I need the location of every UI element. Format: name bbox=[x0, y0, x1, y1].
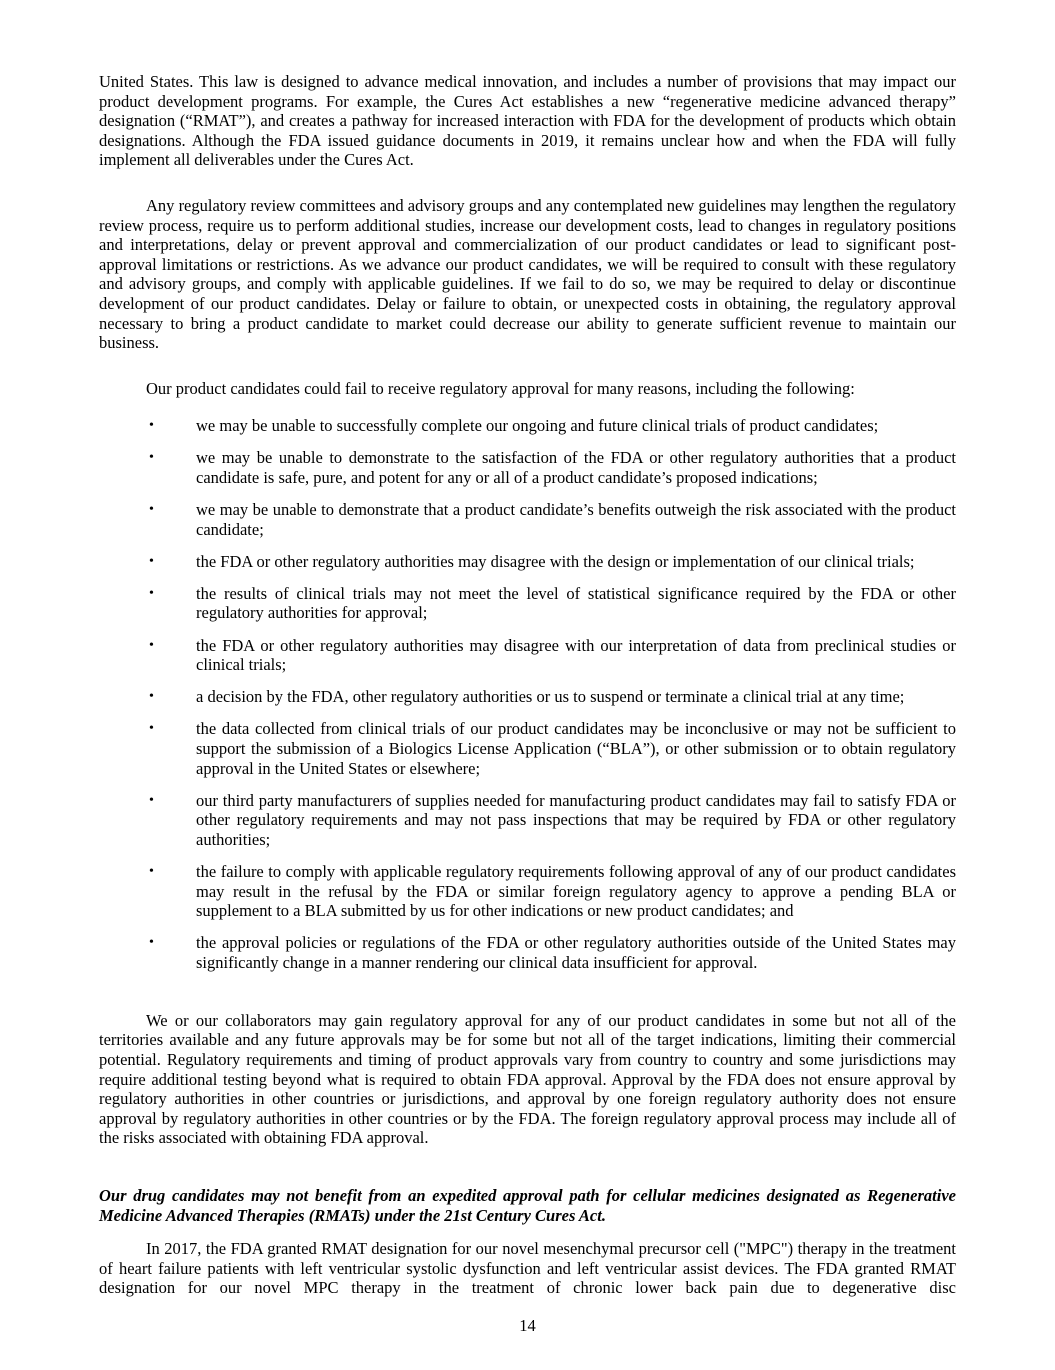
paragraph-regulatory-review: Any regulatory review committees and advisory groups and any contemplated new guidelines may lengthen the regulatory review process, require us to perform additional studies, increase our development costs, lead to changes in regulatory positions and interpretations, delay or prevent approval and commercialization of our product candidates or lead to significant post-approval limitations or restrictions. As we advance our product candidates, we will be required to consult with these regulatory and advisory groups, and comply with applicable guidelines. If we fail to do so, we may be required to delay or discontinue development of our product candidates. Delay or failure to obtain, or unexpected costs in obtaining, the regulatory approval necessary to bring a product candidate to market could decrease our ability to generate sufficient revenue to maintain our business. bbox=[99, 195, 956, 353]
bullet-icon: • bbox=[149, 689, 154, 705]
list-item-text: we may be unable to successfully complete our ongoing and future clinical trials of product candidates; bbox=[196, 416, 879, 436]
list-item bbox=[99, 791, 956, 850]
bullet-icon: • bbox=[149, 585, 154, 601]
list-item bbox=[99, 687, 956, 707]
list-item-text: the FDA or other regulatory authorities may disagree with the design or implementation of our clinical trials; bbox=[196, 551, 915, 571]
list-item bbox=[99, 862, 956, 921]
list-item-text: the results of clinical trials may not meet the level of statistical significance required by the FDA or other regulatory authorities for approval; bbox=[196, 583, 956, 623]
paragraph-collaborators-approval: We or our collaborators may gain regulatory approval for any of our product candidates in some but not all of the territories available and any future approvals may be for some but not all of the target indications, limiting their commercial potential. Regulatory requirements and timing of product approvals vary from country to country and some jurisdictions may require additional testing beyond what is required to obtain FDA approval. Approval by the FDA does not ensure approval by regulatory authorities in other countries or jurisdictions, and approval by one foreign regulatory authority does not ensure approval by regulatory authorities in other countries or by the FDA. The foreign regulatory approval process may include all of the risks associated with obtaining FDA approval. bbox=[99, 1010, 956, 1148]
list-item-text: we may be unable to demonstrate to the satisfaction of the FDA or other regulatory authorities that a product candidate is safe, pure, and potent for any or all of a product candidate’s proposed indications; bbox=[196, 448, 956, 487]
bullet-icon: • bbox=[149, 863, 154, 879]
list-item bbox=[99, 552, 956, 572]
paragraph-bullet-lead-in: Our product candidates could fail to receive regulatory approval for many reasons, including the following: bbox=[146, 378, 855, 398]
list-item bbox=[99, 584, 956, 623]
bullet-icon: • bbox=[149, 792, 154, 808]
paragraph-cures-act-intro: United States. This law is designed to advance medical innovation, and includes a number of provisions that may impact our product development programs. For example, the Cures Act establishes a new “regenerative medicine advanced therapy” designation (“RMAT”), and creates a pathway for increased interaction with FDA for the development of products which obtain designations. Although the FDA issued guidance documents in 2019, it remains unclear how and when the FDA will fully implement all deliverables under the Cures Act. bbox=[99, 72, 956, 170]
paragraph-rmat-designation: In 2017, the FDA granted RMAT designation for our novel mesenchymal precursor cell ("MPC") therapy in the treatment of heart failure patients with left ventricular systolic dysfunction and left ventricular assist devices. The FDA granted RMAT designation for our novel MPC therapy in the treatment of chronic lower back pain due to degenerative disc bbox=[99, 1239, 956, 1298]
list-item bbox=[99, 500, 956, 539]
bullet-icon: • bbox=[149, 553, 154, 569]
bullet-icon: • bbox=[149, 721, 154, 737]
list-item-text: the failure to comply with applicable regulatory requirements following approval of any of our product candidates may result in the refusal by the FDA or similar foreign regulatory agency to approve a pending BLA or supplement to a BLA submitted by us for other indications or new product candidates; and bbox=[196, 861, 956, 921]
bullet-icon: • bbox=[149, 418, 154, 434]
bullet-icon: • bbox=[149, 502, 154, 518]
page-footer bbox=[99, 1298, 956, 1336]
list-item bbox=[99, 933, 956, 972]
list-item-text: a decision by the FDA, other regulatory authorities or us to suspend or terminate a clinical trial at any time; bbox=[196, 687, 905, 707]
risk-factor-heading-rmat: Our drug candidates may not benefit from an expedited approval path for cellular medicines designated as Regenerative Medicine Advanced Therapies (RMATs) under the 21st Century Cures Act. bbox=[99, 1186, 956, 1225]
bullet-icon: • bbox=[149, 450, 154, 466]
bullet-icon: • bbox=[149, 935, 154, 951]
list-item bbox=[99, 448, 956, 487]
list-item bbox=[99, 416, 956, 436]
list-item-text: the FDA or other regulatory authorities may disagree with our interpretation of data from preclinical studies or clinical trials; bbox=[196, 635, 956, 675]
list-item-text: our third party manufacturers of supplies needed for manufacturing product candidates may fail to satisfy FDA or other regulatory requirements and may not pass inspections that may be required by FDA or other regulatory authorities; bbox=[196, 790, 956, 849]
bullet-icon: • bbox=[149, 637, 154, 653]
page-number: 14 bbox=[519, 1316, 536, 1335]
list-item bbox=[99, 636, 956, 675]
list-item bbox=[99, 719, 956, 778]
bullet-list bbox=[99, 416, 956, 985]
list-item-text: we may be unable to demonstrate that a product candidate’s benefits outweigh the risk associated with the product candidate; bbox=[196, 500, 956, 539]
list-item-text: the data collected from clinical trials of our product candidates may be inconclusive or may not be sufficient to support the submission of a Biologics License Application (“BLA”), or other submission or to obtain regulatory approval in the United States or elsewhere; bbox=[196, 719, 956, 778]
list-item-text: the approval policies or regulations of the FDA or other regulatory authorities outside of the United States may significantly change in a manner rendering our clinical data insufficient for approval. bbox=[196, 933, 956, 972]
